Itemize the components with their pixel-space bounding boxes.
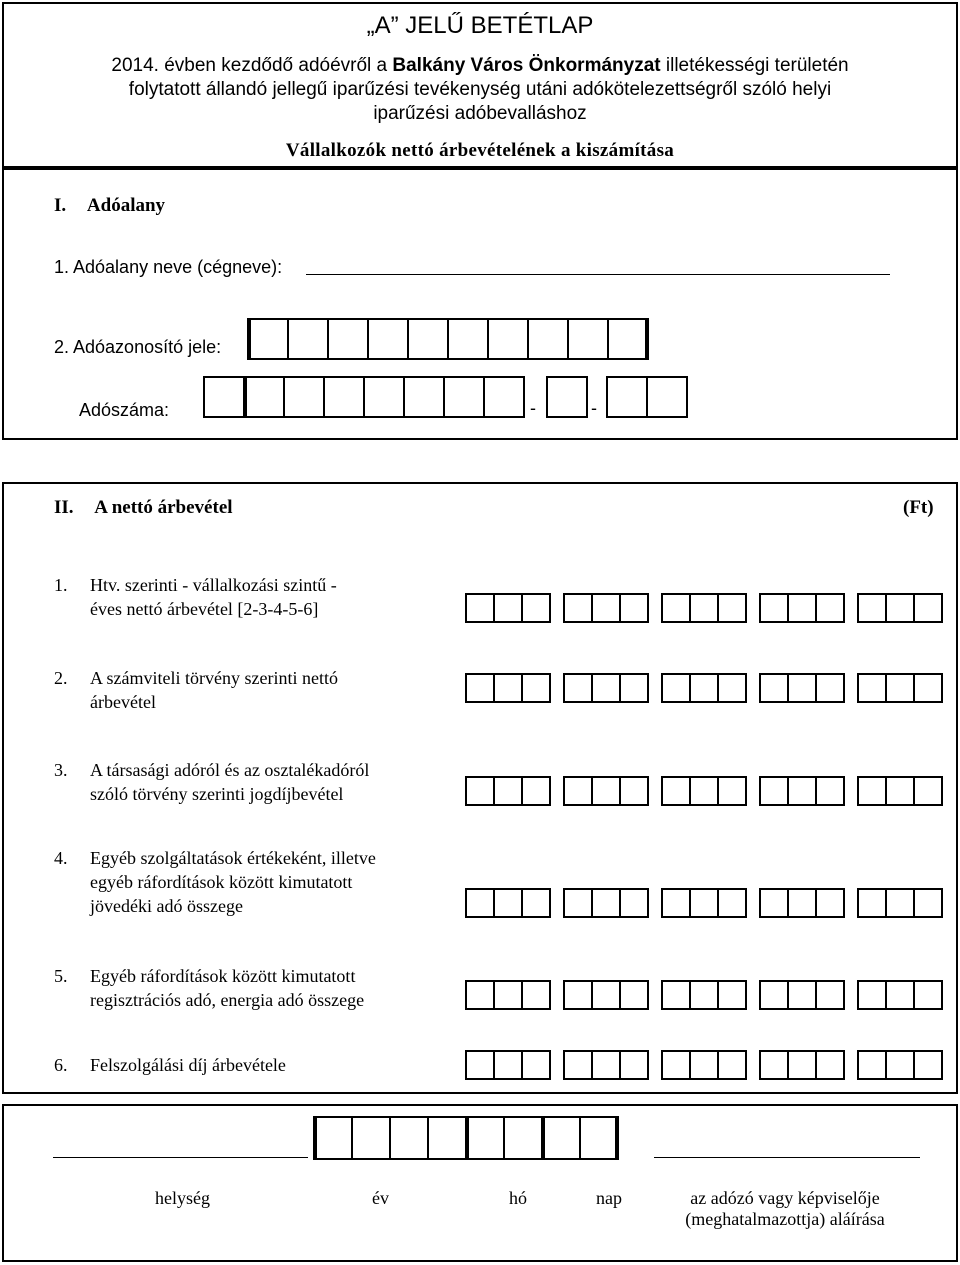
amount-cell[interactable] <box>717 593 747 623</box>
amount-cell-group[interactable] <box>857 1050 943 1080</box>
revenue-row-label-line: szóló törvény szerinti jogdíjbevétel <box>90 784 344 804</box>
header-line-1 <box>0 55 960 77</box>
amount-cell[interactable] <box>787 888 817 918</box>
tax-number-cell[interactable] <box>483 376 525 418</box>
amount-cell[interactable] <box>717 673 747 703</box>
amount-cell[interactable] <box>661 673 691 703</box>
amount-cell-group[interactable] <box>661 593 747 623</box>
amount-cell[interactable] <box>857 980 887 1010</box>
revenue-row-label-line: árbevétel <box>90 692 156 712</box>
date-cell[interactable] <box>389 1116 429 1160</box>
amount-cell[interactable] <box>689 593 719 623</box>
tax-id-cell[interactable] <box>247 318 289 360</box>
amount-cell-group[interactable] <box>465 888 551 918</box>
amount-cell[interactable] <box>815 1050 845 1080</box>
section-2-number: II. <box>54 497 74 518</box>
municipality-name: Balkány Város Önkormányzat <box>392 55 661 76</box>
amount-cell-group[interactable] <box>857 980 943 1010</box>
header-line-1-c: illetékességi területén <box>660 55 849 76</box>
amount-cell[interactable] <box>857 1050 887 1080</box>
amount-cell[interactable] <box>787 1050 817 1080</box>
amount-cell[interactable] <box>521 593 551 623</box>
amount-cell[interactable] <box>465 673 495 703</box>
amount-cell[interactable] <box>717 888 747 918</box>
tax-number-cells-a[interactable] <box>203 376 525 418</box>
signature-field[interactable] <box>654 1157 920 1158</box>
amount-cell[interactable] <box>717 776 747 806</box>
tax-number-cell[interactable] <box>243 376 285 418</box>
tax-number-label: Adószáma: <box>79 400 170 420</box>
header-line-3: iparűzési adóbevalláshoz <box>373 103 587 124</box>
amount-cell-group[interactable] <box>465 673 551 703</box>
tax-id-cell[interactable] <box>527 318 569 360</box>
revenue-row-label-line: A társasági adóról és az osztalékadóról <box>90 760 370 780</box>
revenue-row-label-line: jövedéki adó összege <box>90 896 243 916</box>
amount-cell[interactable] <box>885 888 915 918</box>
tax-id-cell[interactable] <box>287 318 329 360</box>
amount-cell[interactable] <box>591 776 621 806</box>
amount-cell[interactable] <box>563 980 593 1010</box>
amount-cell-group[interactable] <box>759 1050 845 1080</box>
amount-cell[interactable] <box>619 980 649 1010</box>
amount-cell[interactable] <box>913 1050 943 1080</box>
date-year-cells[interactable] <box>313 1116 619 1160</box>
tax-number-cell[interactable] <box>323 376 365 418</box>
tax-id-cell[interactable] <box>607 318 649 360</box>
tax-id-cell[interactable] <box>407 318 449 360</box>
taxpayer-name-field[interactable] <box>306 274 890 275</box>
amount-cell[interactable] <box>465 980 495 1010</box>
amount-cell[interactable] <box>619 888 649 918</box>
label-place: helység <box>155 1188 210 1208</box>
amount-cell[interactable] <box>787 980 817 1010</box>
tax-number-cell[interactable] <box>546 376 588 418</box>
amount-cell[interactable] <box>913 888 943 918</box>
amount-cell[interactable] <box>521 888 551 918</box>
amount-cell[interactable] <box>885 980 915 1010</box>
amount-cell[interactable] <box>815 980 845 1010</box>
taxpayer-name-label: 1. Adóalany neve (cégneve): <box>54 257 283 277</box>
section-2-heading <box>54 497 233 519</box>
amount-cell[interactable] <box>717 980 747 1010</box>
date-cell[interactable] <box>351 1116 391 1160</box>
amount-cell[interactable] <box>493 1050 523 1080</box>
revenue-row-label-line: egyéb ráfordítások között kimutatott <box>90 872 353 892</box>
signature-caption <box>660 1188 910 1230</box>
amount-cell-group[interactable] <box>759 980 845 1010</box>
amount-cell-group[interactable] <box>759 593 845 623</box>
amount-cell[interactable] <box>689 776 719 806</box>
amount-cell[interactable] <box>521 673 551 703</box>
section-2-label: A nettó árbevétel <box>94 497 233 518</box>
amount-cell[interactable] <box>885 593 915 623</box>
section-1-heading <box>54 195 165 217</box>
amount-cell[interactable] <box>759 888 789 918</box>
amount-cell[interactable] <box>759 673 789 703</box>
amount-cell-group[interactable] <box>563 593 649 623</box>
tax-number-cell[interactable] <box>606 376 648 418</box>
tax-id-cells[interactable] <box>247 318 649 360</box>
amount-cell[interactable] <box>717 1050 747 1080</box>
amount-cell[interactable] <box>913 673 943 703</box>
tax-number-cell[interactable] <box>443 376 485 418</box>
amount-cell[interactable] <box>759 1050 789 1080</box>
date-cell[interactable] <box>427 1116 467 1160</box>
amount-cell[interactable] <box>619 593 649 623</box>
amount-cell[interactable] <box>591 673 621 703</box>
amount-cell-group[interactable] <box>465 776 551 806</box>
amount-cell-group[interactable] <box>661 1050 747 1080</box>
amount-cell-group[interactable] <box>857 593 943 623</box>
amount-cell[interactable] <box>591 888 621 918</box>
revenue-row-number: 4. <box>54 848 68 868</box>
amount-cell[interactable] <box>493 776 523 806</box>
amount-cell[interactable] <box>689 980 719 1010</box>
tax-id-cell[interactable] <box>447 318 489 360</box>
amount-cell[interactable] <box>759 980 789 1010</box>
amount-cell-group[interactable] <box>563 673 649 703</box>
amount-cell-group[interactable] <box>563 980 649 1010</box>
amount-cell[interactable] <box>563 888 593 918</box>
revenue-row-label-line: Felszolgálási díj árbevétele <box>90 1055 286 1075</box>
amount-cell[interactable] <box>787 673 817 703</box>
label-month: hó <box>509 1188 527 1208</box>
amount-cell[interactable] <box>619 776 649 806</box>
date-cell[interactable] <box>313 1116 353 1160</box>
revenue-row-label-line: Egyéb szolgáltatások értékeként, illetve <box>90 848 376 868</box>
amount-cell[interactable] <box>591 593 621 623</box>
amount-cell-group[interactable] <box>759 888 845 918</box>
amount-cell-group[interactable] <box>857 776 943 806</box>
amount-cell[interactable] <box>885 776 915 806</box>
amount-cell[interactable] <box>493 593 523 623</box>
tax-id-cell[interactable] <box>327 318 369 360</box>
amount-cell[interactable] <box>857 776 887 806</box>
currency-unit: (Ft) <box>903 497 934 518</box>
revenue-row-label-line: regisztrációs adó, energia adó összege <box>90 990 365 1010</box>
tax-number-dash-1: - <box>530 398 536 418</box>
amount-cell[interactable] <box>563 1050 593 1080</box>
tax-number-dash-2: - <box>591 398 597 418</box>
amount-cell-group[interactable] <box>563 776 649 806</box>
amount-cell-group[interactable] <box>661 888 747 918</box>
amount-cell[interactable] <box>857 673 887 703</box>
amount-cell[interactable] <box>661 776 691 806</box>
amount-cell[interactable] <box>759 593 789 623</box>
amount-cell[interactable] <box>913 980 943 1010</box>
tax-id-cell[interactable] <box>567 318 609 360</box>
section-1-label: Adóalany <box>86 195 166 216</box>
amount-cell[interactable] <box>591 980 621 1010</box>
header-line-1-a: 2014. évben kezdődő adóévről a <box>111 55 393 76</box>
amount-cell[interactable] <box>857 593 887 623</box>
amount-cell-group[interactable] <box>563 888 649 918</box>
tax-id-cell[interactable] <box>487 318 529 360</box>
revenue-row-number: 1. <box>54 575 68 595</box>
amount-cell[interactable] <box>465 888 495 918</box>
amount-cell[interactable] <box>661 1050 691 1080</box>
header-line-2: folytatott állandó jellegű iparűzési tevékenység utáni adókötelezettségről szóló helyi <box>128 79 832 100</box>
amount-cell-group[interactable] <box>857 888 943 918</box>
tax-number-cell[interactable] <box>403 376 445 418</box>
amount-cell[interactable] <box>815 593 845 623</box>
label-year: év <box>372 1188 389 1208</box>
revenue-row-label-line: A számviteli törvény szerinti nettó <box>90 668 338 688</box>
revenue-row-number: 6. <box>54 1055 68 1075</box>
amount-cell[interactable] <box>661 888 691 918</box>
amount-cell-group[interactable] <box>563 1050 649 1080</box>
amount-cell[interactable] <box>591 1050 621 1080</box>
amount-cell[interactable] <box>913 776 943 806</box>
date-cell[interactable] <box>503 1116 543 1160</box>
amount-cell[interactable] <box>661 593 691 623</box>
amount-cell[interactable] <box>787 776 817 806</box>
amount-cell[interactable] <box>619 673 649 703</box>
amount-cell[interactable] <box>689 888 719 918</box>
amount-cell[interactable] <box>563 593 593 623</box>
amount-cell[interactable] <box>493 888 523 918</box>
revenue-row-number: 3. <box>54 760 68 780</box>
amount-cell[interactable] <box>521 980 551 1010</box>
amount-cell[interactable] <box>815 776 845 806</box>
amount-cell-group[interactable] <box>661 980 747 1010</box>
tax-number-cell[interactable] <box>283 376 325 418</box>
amount-cell[interactable] <box>815 673 845 703</box>
amount-cell[interactable] <box>521 776 551 806</box>
amount-cell[interactable] <box>787 593 817 623</box>
amount-cell[interactable] <box>465 593 495 623</box>
header-subtitle: Vállalkozók nettó árbevételének a kiszámítása <box>285 140 675 161</box>
amount-cell[interactable] <box>689 673 719 703</box>
amount-cell[interactable] <box>661 980 691 1010</box>
place-field[interactable] <box>53 1157 308 1158</box>
amount-cell[interactable] <box>465 776 495 806</box>
page-title: „A” JELŰ BETÉTLAP <box>366 12 594 39</box>
amount-cell[interactable] <box>563 776 593 806</box>
amount-cell[interactable] <box>465 1050 495 1080</box>
amount-cell-group[interactable] <box>759 776 845 806</box>
date-cell[interactable] <box>579 1116 619 1160</box>
tax-number-cells-c[interactable] <box>606 376 688 418</box>
revenue-row-label-line: Egyéb ráfordítások között kimutatott <box>90 966 356 986</box>
amount-cell[interactable] <box>563 673 593 703</box>
amount-cell-group[interactable] <box>759 673 845 703</box>
tax-number-cells-b[interactable] <box>546 376 588 418</box>
amount-cell[interactable] <box>759 776 789 806</box>
section-1-number: I. <box>54 195 67 216</box>
amount-cell-group[interactable] <box>465 1050 551 1080</box>
label-day: nap <box>596 1188 622 1208</box>
amount-cell[interactable] <box>913 593 943 623</box>
tax-id-cell[interactable] <box>367 318 409 360</box>
amount-cell-group[interactable] <box>661 776 747 806</box>
amount-cell[interactable] <box>689 1050 719 1080</box>
amount-cell[interactable] <box>619 1050 649 1080</box>
amount-cell[interactable] <box>493 980 523 1010</box>
amount-cell[interactable] <box>885 673 915 703</box>
amount-cell[interactable] <box>815 888 845 918</box>
amount-cell-group[interactable] <box>857 673 943 703</box>
revenue-row-label-line: éves nettó árbevétel [2-3-4-5-6] <box>90 599 319 619</box>
amount-cell[interactable] <box>885 1050 915 1080</box>
amount-cell[interactable] <box>521 1050 551 1080</box>
amount-cell-group[interactable] <box>465 980 551 1010</box>
amount-cell-group[interactable] <box>661 673 747 703</box>
date-cell[interactable] <box>465 1116 505 1160</box>
tax-number-cell[interactable] <box>363 376 405 418</box>
revenue-row-number: 2. <box>54 668 68 688</box>
revenue-row-number: 5. <box>54 966 68 986</box>
amount-cell[interactable] <box>857 888 887 918</box>
revenue-row-label-line: Htv. szerinti - vállalkozási szintű - <box>90 575 337 595</box>
tax-number-cell[interactable] <box>646 376 688 418</box>
signature-caption-line-2: (meghatalmazottja) aláírása <box>685 1209 885 1229</box>
amount-cell[interactable] <box>493 673 523 703</box>
tax-number-cell[interactable] <box>203 376 245 418</box>
signature-caption-line-1: az adózó vagy képviselője <box>690 1188 880 1208</box>
date-cell[interactable] <box>541 1116 581 1160</box>
tax-id-label: 2. Adóazonosító jele: <box>54 337 222 357</box>
amount-cell-group[interactable] <box>465 593 551 623</box>
